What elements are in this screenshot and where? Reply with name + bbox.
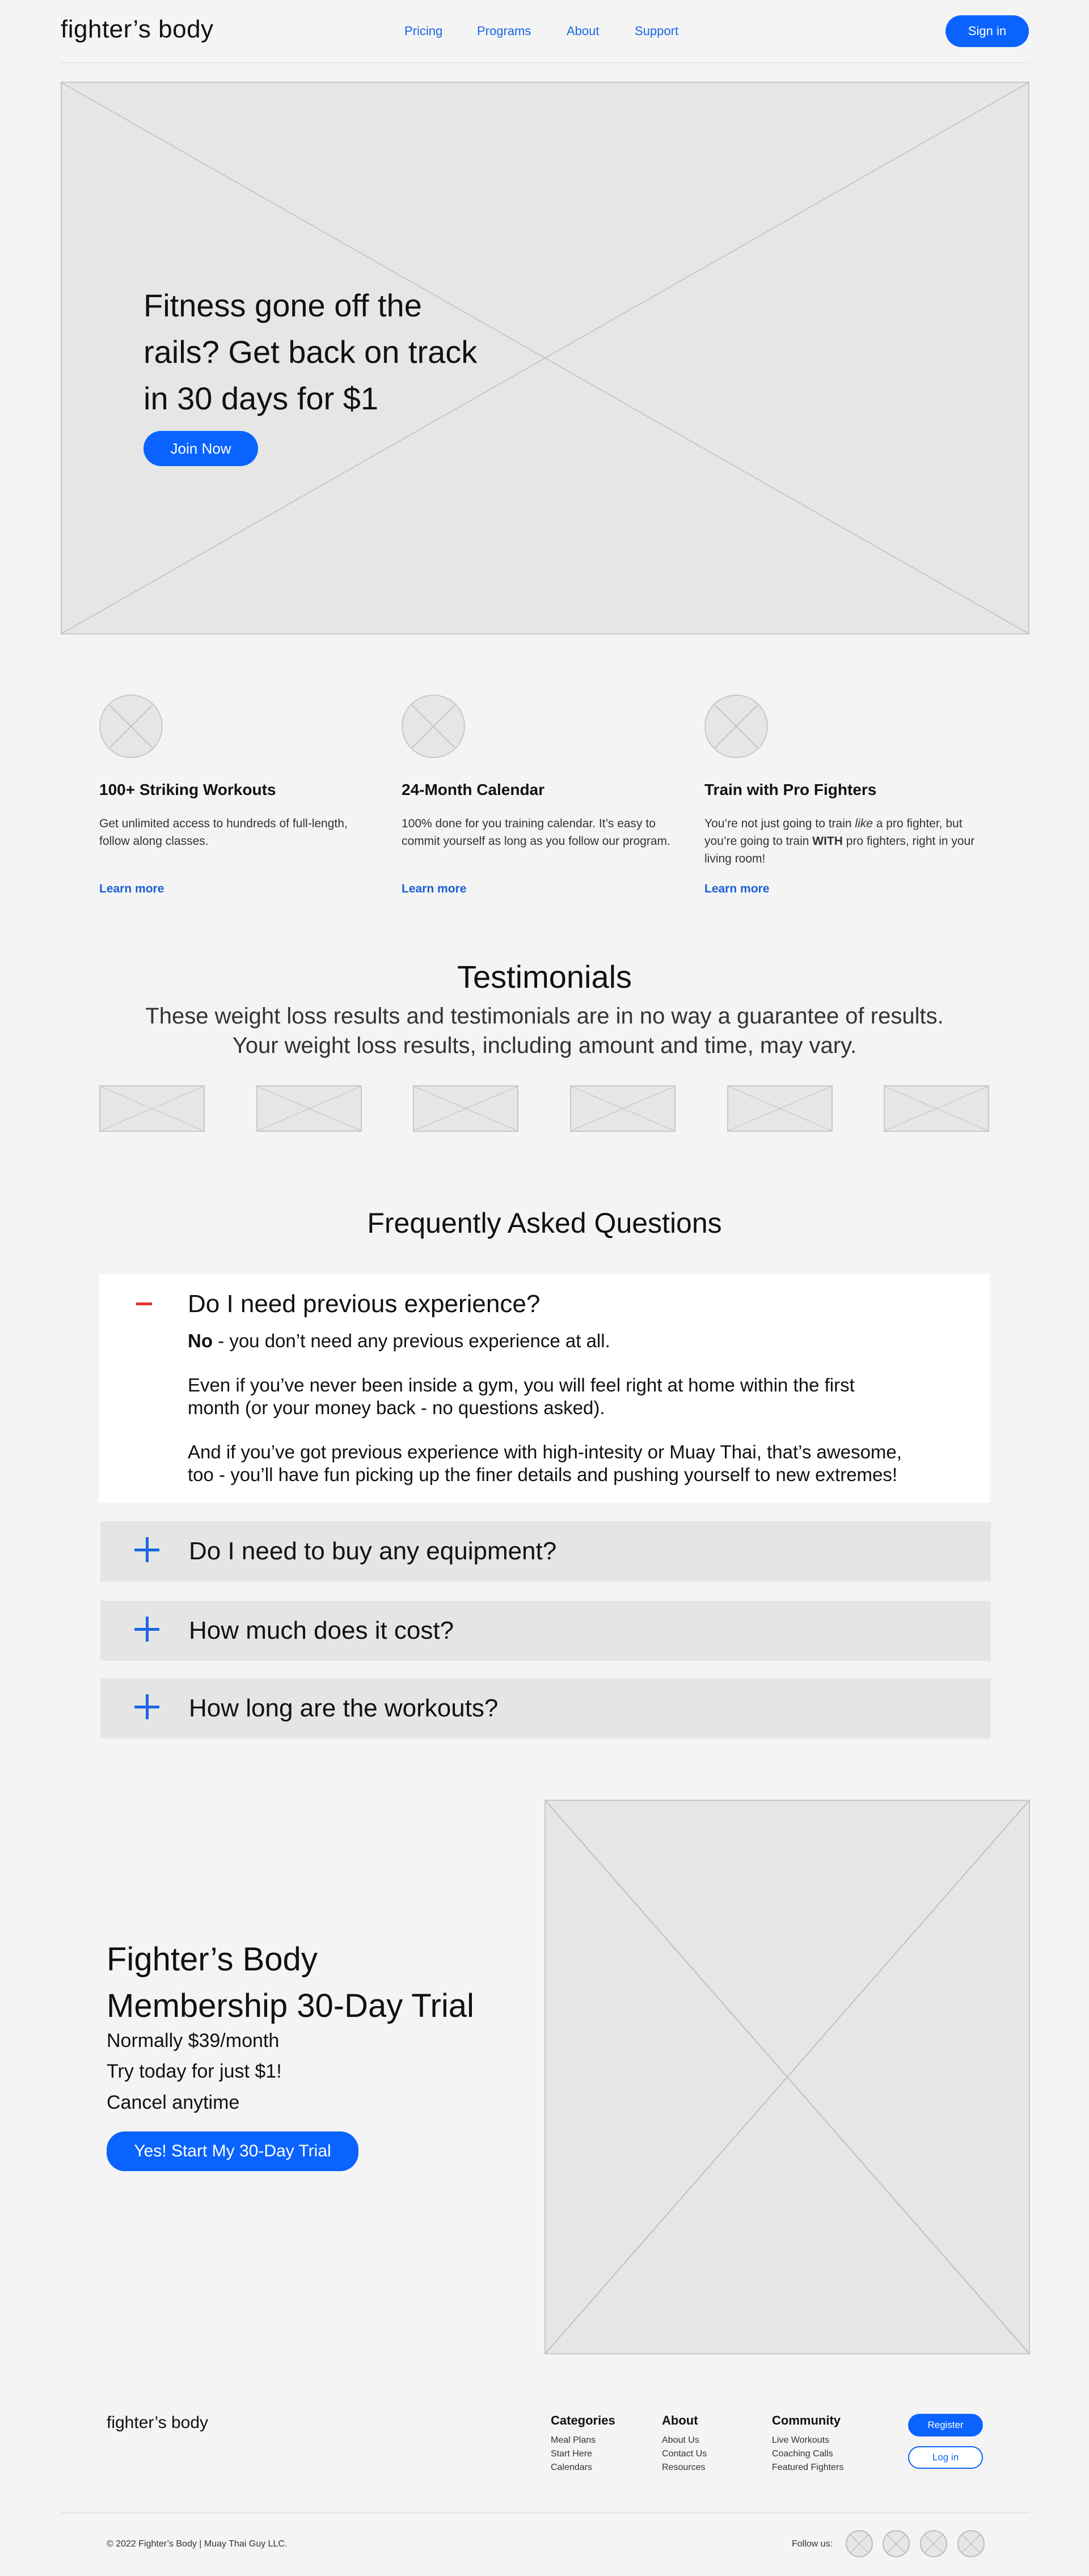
footer-logo[interactable]: fighter’s body [107,2413,209,2432]
feature-desc-bold: WITH [812,835,843,848]
feature-title: 24-Month Calendar [402,781,545,798]
faq-answer-line: month (or your money back - no questions asked). [188,1397,605,1418]
testimonial-image-placeholder[interactable] [884,1085,989,1132]
faq-answer-line: too - you’ll have fun picking up the finer details and pushing yourself to new extremes! [188,1464,898,1485]
hero-headline-line: in 30 days for $1 [143,380,379,416]
faq-item-experience[interactable] [99,1274,990,1503]
social-icon[interactable] [846,2530,873,2557]
social-icon[interactable] [957,2530,985,2557]
social-icon[interactable] [920,2530,947,2557]
plus-icon[interactable] [134,1537,159,1562]
faq-question[interactable]: How long are the workouts? [189,1694,499,1722]
login-button[interactable]: Log in [908,2446,983,2469]
faq-heading: Frequently Asked Questions [367,1207,722,1239]
feature-desc-text: You’re not just going to train [704,817,855,830]
testimonial-image-placeholder[interactable] [727,1085,833,1132]
footer-link[interactable]: Calendars [551,2463,592,2472]
faq-answer-text: - you don’t need any previous experience at all. [213,1330,610,1351]
testimonials-heading: Testimonials [457,959,632,995]
follow-us-label: Follow us: [792,2539,833,2549]
testimonial-image-placeholder[interactable] [570,1085,676,1132]
feature-description: Get unlimited access to hundreds of full-length, follow along classes. [99,817,348,848]
feature-description [704,815,977,868]
feature-desc-text: a pro fighter, but you’re going to train [704,817,963,848]
footer-divider [61,2512,1029,2513]
feature-title: Train with Pro Fighters [704,781,877,798]
nav-pricing[interactable]: Pricing [404,24,443,38]
testimonial-image-placeholder[interactable] [413,1085,518,1132]
plus-icon[interactable] [134,1694,159,1719]
footer-link[interactable]: About Us [662,2435,699,2445]
trial-title-line: Membership 30-Day Trial [107,1987,474,2024]
footer-column-community [772,2413,843,2475]
feature-icon-placeholder [402,695,465,758]
sign-in-button[interactable]: Sign in [946,15,1029,47]
footer-column-categories [551,2413,615,2475]
footer-column-about [662,2413,707,2475]
faq-item-cost[interactable] [100,1601,991,1661]
faq-answer-line: Even if you’ve never been inside a gym, you will feel right at home within the first [188,1374,855,1395]
trial-image-placeholder [544,1800,1030,2354]
faq-answer-line [188,1330,902,1352]
footer-link[interactable]: Meal Plans [551,2435,596,2445]
nav-about[interactable]: About [567,24,600,38]
site-logo[interactable]: fighter’s body [61,15,214,43]
testimonial-image-placeholder[interactable] [99,1085,205,1132]
start-trial-button[interactable]: Yes! Start My 30-Day Trial [107,2131,358,2171]
footer-link[interactable]: Resources [662,2463,706,2472]
faq-question[interactable]: How much does it cost? [189,1617,454,1644]
footer-column-heading: About [662,2413,698,2427]
faq-item-workouts[interactable] [100,1678,991,1739]
feature-description: 100% done for you training calendar. It’s easy to commit yourself as long as you follow our program. [402,817,670,848]
footer-link[interactable]: Coaching Calls [772,2449,833,2459]
learn-more-link[interactable]: Learn more [99,882,164,895]
footer-link[interactable]: Start Here [551,2449,592,2459]
social-icon[interactable] [883,2530,910,2557]
footer-column-heading: Community [772,2413,841,2427]
register-button[interactable]: Register [908,2414,983,2437]
faq-item-equipment[interactable] [100,1521,991,1581]
testimonials-disclaimer: Your weight loss results, including amount and time, may vary. [232,1033,857,1058]
nav-support[interactable]: Support [635,24,679,38]
testimonials-disclaimer: These weight loss results and testimonials are in no way a guarantee of results. [145,1004,944,1029]
feature-icon-placeholder [99,695,163,758]
header-divider [61,62,1029,63]
footer-link[interactable]: Featured Fighters [772,2463,844,2472]
copyright-text: © 2022 Fighter’s Body | Muay Thai Guy LLC. [107,2539,288,2549]
learn-more-link[interactable]: Learn more [402,882,467,895]
feature-icon-placeholder [704,695,768,758]
trial-regular-price: Normally $39/month [107,2030,280,2052]
join-now-button[interactable]: Join Now [143,431,258,466]
feature-title: 100+ Striking Workouts [99,781,276,798]
hero-headline-line: rails? Get back on track [143,334,478,370]
feature-desc-italic: like [855,817,873,830]
footer-link[interactable]: Live Workouts [772,2435,830,2445]
faq-answer [188,1330,902,1486]
faq-answer-bold: No [188,1330,213,1351]
faq-answer-line: And if you’ve got previous experience with high-intesity or Muay Thai, that’s awesome, [188,1441,902,1462]
footer-link[interactable]: Contact Us [662,2449,707,2459]
minus-icon[interactable] [136,1302,152,1305]
feature-desc-text: pro fighters, right in your living room! [704,835,975,865]
trial-cancel-note: Cancel anytime [107,2092,240,2113]
footer-column-heading: Categories [551,2413,615,2427]
hero-headline-line: Fitness gone off the [143,287,422,323]
faq-question[interactable]: Do I need to buy any equipment? [189,1537,557,1565]
trial-title [107,1936,474,2029]
hero-headline [143,282,541,422]
faq-question[interactable]: Do I need previous experience? [188,1290,541,1318]
testimonial-image-placeholder[interactable] [256,1085,362,1132]
trial-offer: Try today for just $1! [107,2061,282,2082]
plus-icon[interactable] [134,1617,159,1642]
nav-programs[interactable]: Programs [477,24,531,38]
trial-title-line: Fighter’s Body [107,1941,318,1978]
learn-more-link[interactable]: Learn more [704,882,770,895]
